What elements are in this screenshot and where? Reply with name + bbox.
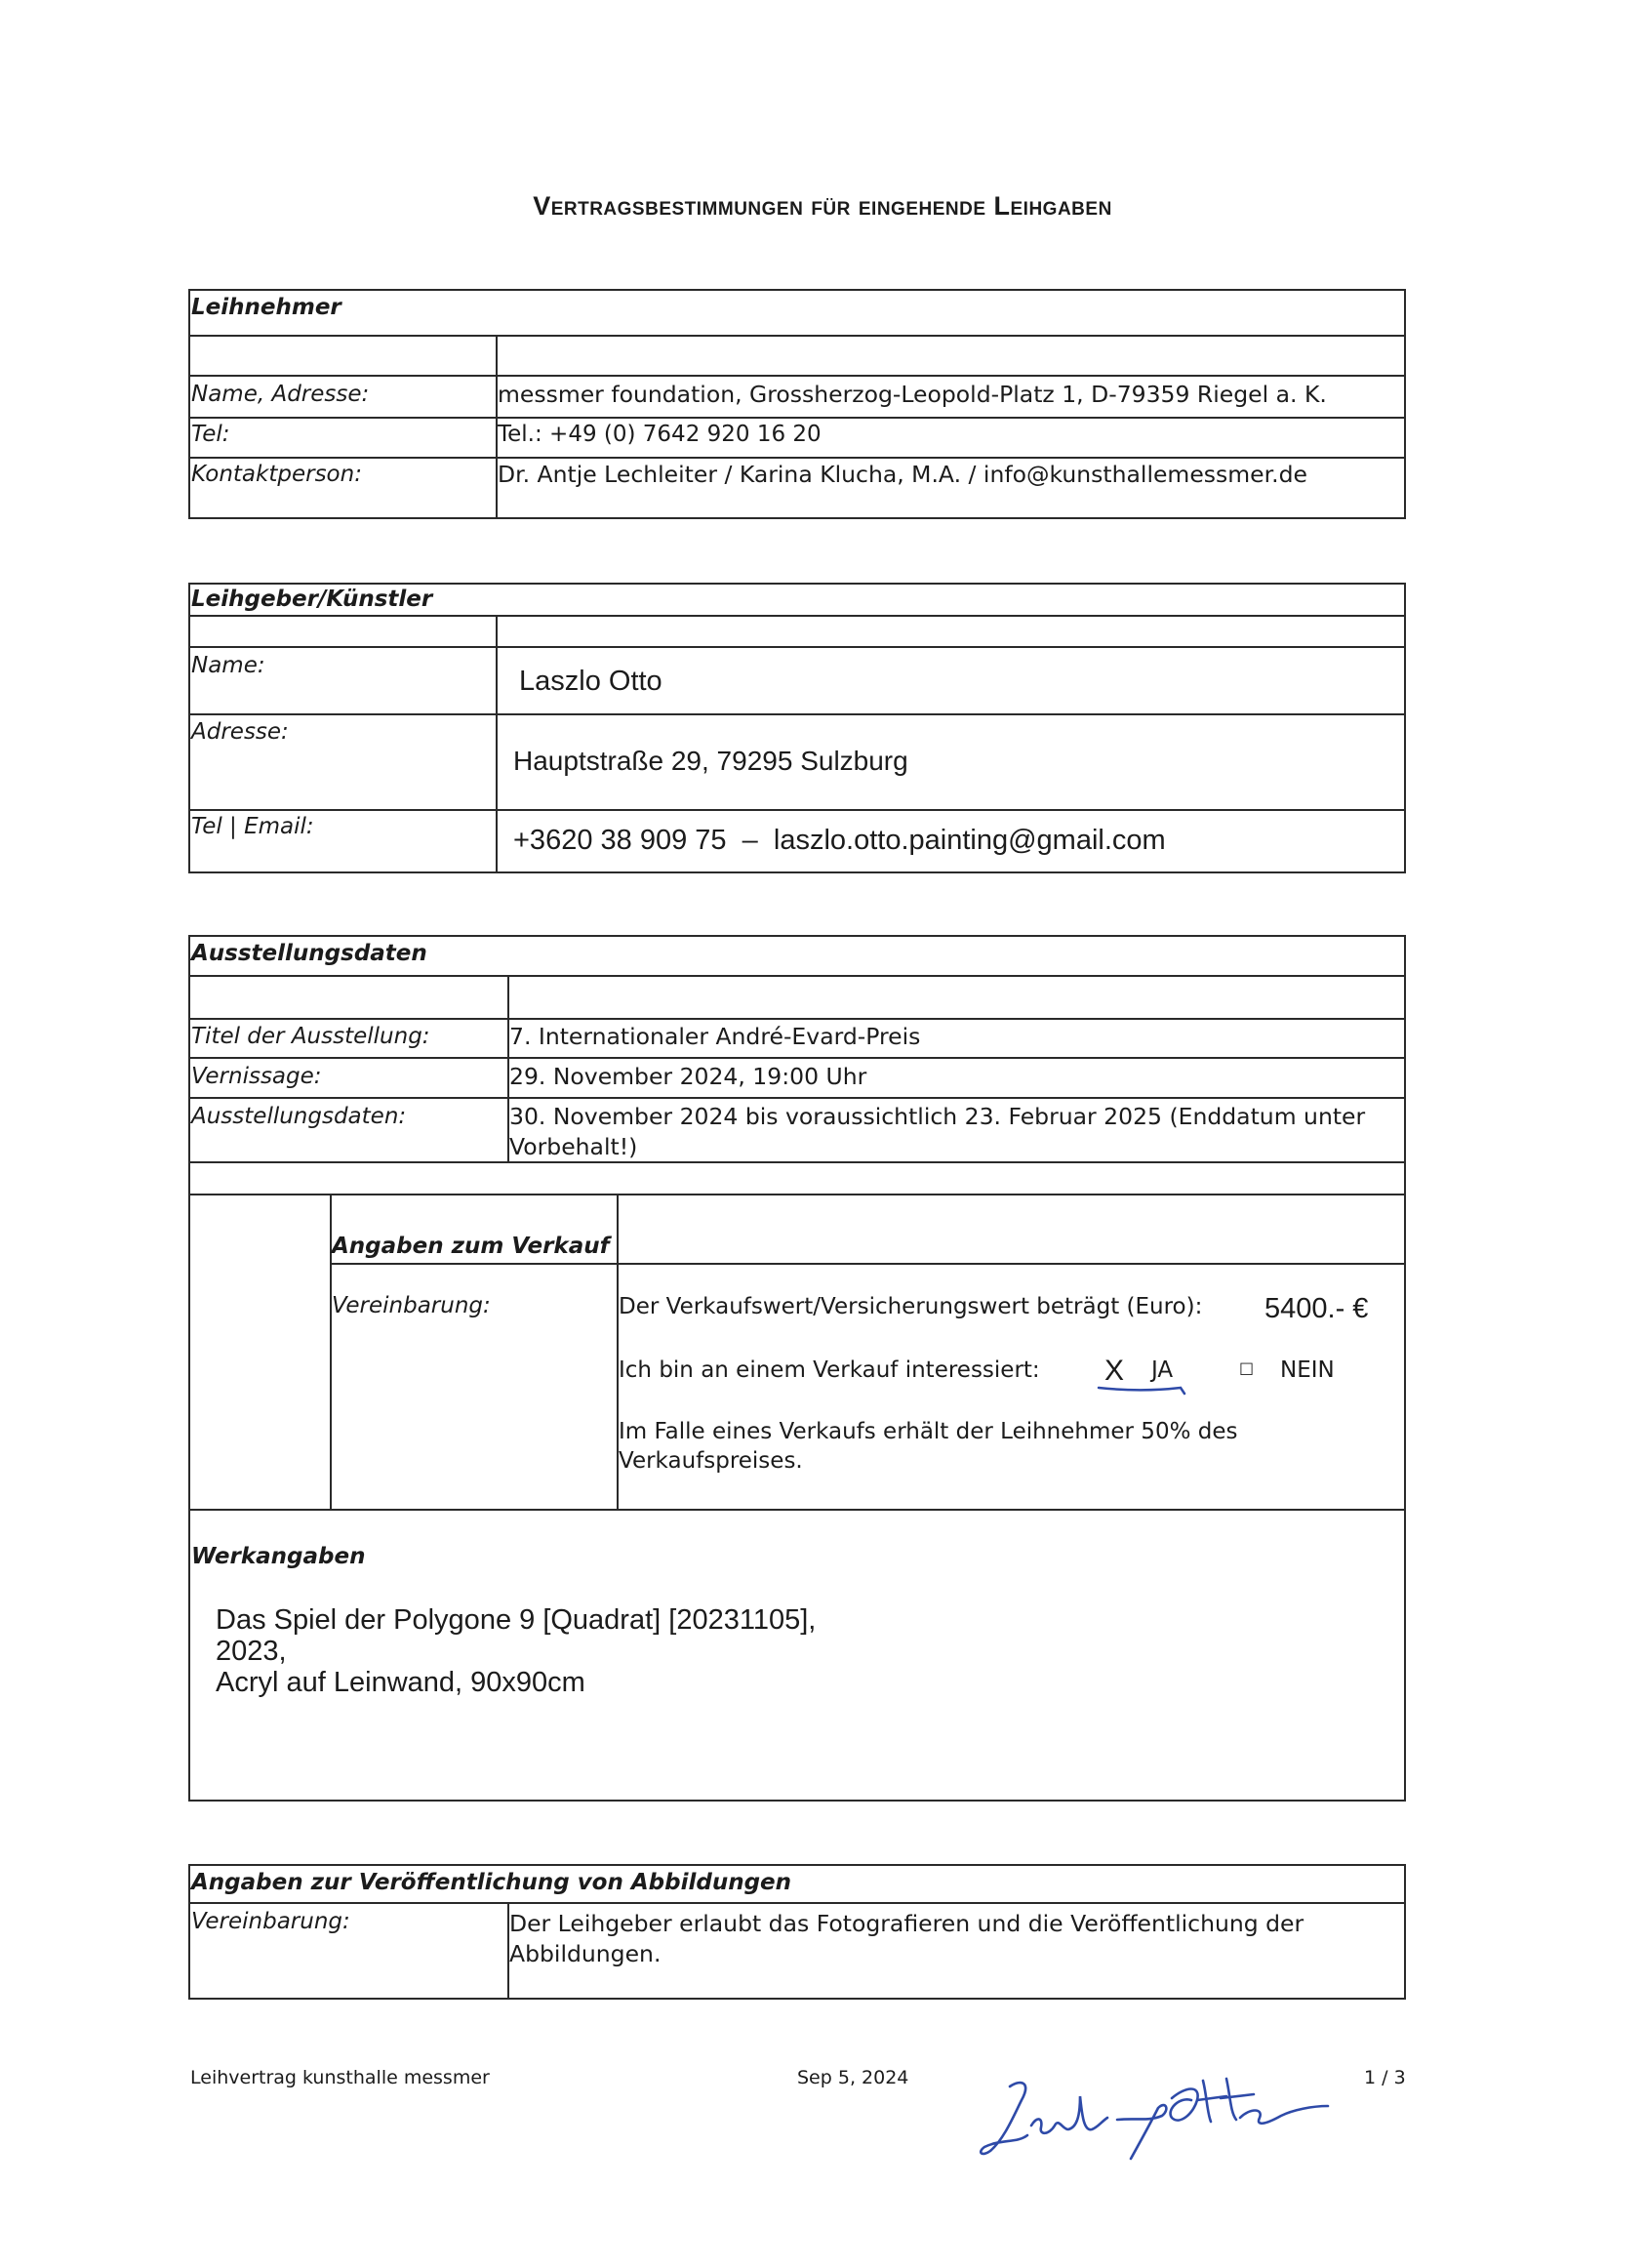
ausstellung-row-divider: [188, 1018, 1406, 1020]
leihgeber-contact-value: +3620 38 909 75 – laszlo.otto.painting@gmail.com: [513, 825, 1166, 856]
verkauf-interest-text: Ich bin an einem Verkauf interessiert:: [619, 1357, 1040, 1383]
ausstellung-row-divider: [188, 975, 1406, 977]
verkauf-bottom-border: [188, 1509, 1406, 1511]
ausstellung-dates-label: Ausstellungsdaten:: [191, 1104, 407, 1129]
document-title: Vertragsbestimmungen für eingehende Leihgaben: [533, 191, 1112, 221]
ausstellung-row-divider: [188, 1161, 1406, 1163]
leihnehmer-heading: Leihnehmer: [191, 295, 341, 320]
leihnehmer-contact-label: Kontaktperson:: [191, 462, 362, 487]
ausstellung-title-value: 7. Internationaler André-Evard-Preis: [509, 1023, 921, 1050]
abbildungen-value-line1: Der Leihgeber erlaubt das Fotografieren und die Veröffentlichung der: [509, 1910, 1304, 1937]
verkauf-yes-mark: X: [1104, 1355, 1125, 1387]
leihnehmer-tel-value: Tel.: +49 (0) 7642 920 16 20: [498, 422, 822, 447]
verkauf-yes-label: JA: [1151, 1357, 1174, 1383]
verkauf-heading: Angaben zum Verkauf: [332, 1234, 610, 1259]
ausstellung-dates-value-line1: 30. November 2024 bis voraussichtlich 23. Februar 2025 (Enddatum unter: [509, 1103, 1366, 1130]
leihgeber-name-value: Laszlo Otto: [519, 666, 662, 697]
leihgeber-row-divider: [188, 809, 1406, 811]
leihgeber-heading: Leihgeber/Künstler: [191, 587, 433, 612]
ausstellung-dates-value-line2: Vorbehalt!): [509, 1133, 638, 1160]
verkauf-no-label: NEIN: [1280, 1357, 1335, 1383]
verkauf-value-amount: 5400.- €: [1264, 1293, 1369, 1324]
leihgeber-contact-label: Tel | Email:: [191, 814, 314, 839]
leihnehmer-row-divider: [188, 417, 1406, 419]
ausstellung-vernissage-value: 29. November 2024, 19:00 Uhr: [509, 1063, 867, 1090]
ausstellung-row-divider: [188, 1097, 1406, 1099]
leihgeber-row-divider: [188, 713, 1406, 715]
leihnehmer-name-label: Name, Adresse:: [191, 382, 370, 407]
werk-line1: Das Spiel der Polygone 9 [Quadrat] [20231105],: [216, 1604, 817, 1636]
signature: [971, 2057, 1342, 2174]
ausstellung-title-label: Titel der Ausstellung:: [191, 1024, 430, 1049]
verkauf-commission-line1: Im Falle eines Verkaufs erhält der Leihnehmer 50% des: [619, 1419, 1238, 1444]
footer-page: 1 / 3: [1364, 2067, 1406, 2088]
ausstellung-row-divider: [188, 1194, 1406, 1195]
abbildungen-label: Vereinbarung:: [191, 1909, 350, 1934]
leihnehmer-name-value: messmer foundation, Grossherzog-Leopold-Platz 1, D-79359 Riegel a. K.: [498, 381, 1327, 408]
werk-line3: Acryl auf Leinwand, 90x90cm: [216, 1667, 585, 1698]
footer-date: Sep 5, 2024: [797, 2067, 909, 2088]
ausstellung-heading: Ausstellungsdaten: [191, 941, 427, 966]
abbildungen-heading: Angaben zur Veröffentlichung von Abbildungen: [191, 1870, 792, 1895]
leihnehmer-row-divider: [188, 457, 1406, 459]
abbildungen-value-line2: Abbildungen.: [509, 1940, 662, 1967]
werk-line2: 2023,: [216, 1636, 287, 1667]
verkauf-value-text: Der Verkaufswert/Versicherungswert beträgt (Euro):: [619, 1294, 1203, 1319]
verkauf-row-divider: [330, 1263, 1406, 1265]
leihgeber-address-value: Hauptstraße 29, 79295 Sulzburg: [513, 746, 908, 776]
leihgeber-row-divider: [188, 615, 1406, 617]
leihnehmer-contact-value: Dr. Antje Lechleiter / Karina Klucha, M.A. / info@kunsthallemessmer.de: [498, 461, 1307, 488]
ausstellung-row-divider: [188, 1057, 1406, 1059]
leihnehmer-row-divider: [188, 335, 1406, 337]
ausstellung-vernissage-label: Vernissage:: [191, 1064, 322, 1089]
verkauf-commission-line2: Verkaufspreises.: [619, 1448, 803, 1474]
leihgeber-row-divider: [188, 646, 1406, 648]
leihnehmer-row-divider: [188, 375, 1406, 377]
footer-left: Leihvertrag kunsthalle messmer: [190, 2067, 490, 2088]
verkauf-yes-underline: [1097, 1382, 1188, 1397]
leihgeber-col-divider: [496, 615, 498, 873]
werk-heading: Werkangaben: [191, 1544, 366, 1569]
verkauf-label: Vereinbarung:: [332, 1293, 491, 1318]
leihgeber-address-label: Adresse:: [191, 719, 289, 745]
leihgeber-name-label: Name:: [191, 653, 265, 678]
verkauf-no-mark: □: [1239, 1358, 1255, 1377]
abbildungen-row-divider: [188, 1902, 1406, 1904]
leihnehmer-tel-label: Tel:: [191, 422, 230, 447]
